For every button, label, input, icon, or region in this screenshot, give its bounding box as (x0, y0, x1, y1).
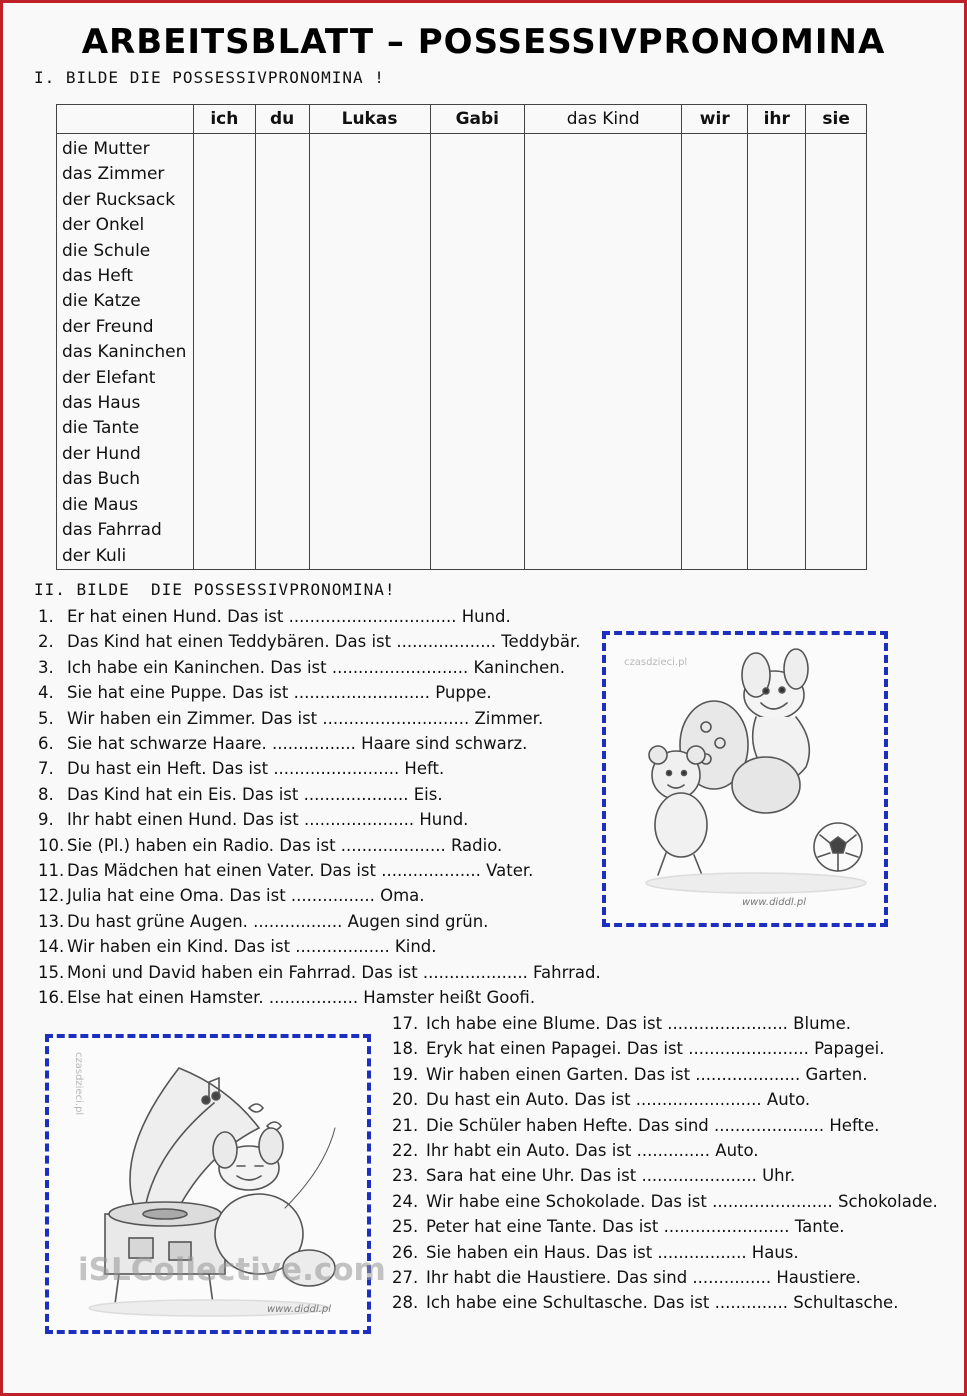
answer-cell[interactable] (430, 134, 525, 570)
answer-cell[interactable] (806, 134, 867, 570)
sentence-text: Moni und David haben ein Fahrrad. Das ist .................... Fahrrad. (67, 962, 601, 982)
sentence-item (38, 858, 601, 883)
sentence-text: Ihr habt ein Auto. Das ist .............. Auto. (426, 1141, 759, 1161)
sentence-text: Die Schüler haben Hefte. Das sind ..................... Hefte. (426, 1115, 880, 1135)
sentence-item (392, 1265, 938, 1290)
sentence-number: 20. (392, 1090, 419, 1110)
noun-item: der Kuli (62, 545, 127, 566)
sentence-number: 18. (392, 1039, 419, 1059)
illustration-box-2 (45, 1034, 371, 1334)
noun-item: die Katze (62, 291, 141, 312)
noun-item: das Zimmer (62, 164, 165, 185)
sentence-item (392, 1214, 938, 1239)
sentence-item (392, 1138, 938, 1163)
noun-item: das Fahrrad (62, 520, 162, 541)
section-2-heading: II. BILDE DIE POSSESSIVPRONOMINA! (34, 580, 396, 599)
table-body-row (57, 134, 867, 570)
sentence-text: Das Mädchen hat einen Vater. Das ist ................... Vater. (67, 861, 534, 881)
sentence-item (38, 604, 601, 629)
sentence-number: 3. (38, 657, 54, 677)
sentence-text: Ich habe eine Schultasche. Das ist .............. Schultasche. (426, 1293, 899, 1313)
sentence-item (392, 1062, 938, 1087)
sentence-number: 5. (38, 708, 54, 728)
sentence-item (392, 1240, 938, 1265)
sentence-text: Das Kind hat ein Eis. Das ist .................... Eis. (67, 784, 443, 804)
sentence-text: Sara hat eine Uhr. Das ist ...................... Uhr. (426, 1166, 796, 1186)
sentence-number: 27. (392, 1268, 419, 1288)
sentence-text: Ihr habt einen Hund. Das ist ..................... Hund. (67, 810, 469, 830)
sentence-text: Ich habe eine Blume. Das ist ....................... Blume. (426, 1014, 852, 1033)
sentence-text: Sie hat schwarze Haare. ................ Haare sind schwarz. (67, 734, 528, 754)
noun-item: die Maus (62, 494, 139, 515)
sentence-text: Du hast ein Heft. Das ist ........................ Heft. (67, 759, 445, 779)
noun-item: die Tante (62, 418, 140, 439)
sentence-item (38, 655, 601, 680)
sentence-list-1 (38, 604, 601, 1011)
sentence-text: Du hast ein Auto. Das ist ........................ Auto. (426, 1090, 811, 1110)
sentence-text: Else hat einen Hamster. ................. Hamster heißt Goofi. (67, 988, 536, 1008)
sentence-number: 9. (38, 810, 54, 830)
sentence-number: 21. (392, 1115, 419, 1135)
sentence-number: 10. (38, 835, 65, 855)
sentence-number: 4. (38, 683, 54, 703)
sentence-number: 17. (392, 1014, 419, 1033)
sentence-item (392, 1113, 938, 1138)
column-header: sie (806, 105, 867, 134)
sentence-item (38, 629, 601, 654)
sentence-text: Wir haben ein Zimmer. Das ist ............................ Zimmer. (67, 708, 544, 728)
noun-list-cell (57, 134, 194, 570)
sentence-text: Ich habe ein Kaninchen. Das ist .......................... Kaninchen. (67, 657, 565, 677)
sentence-number: 11. (38, 861, 65, 881)
sentence-text: Sie (Pl.) haben ein Radio. Das ist .................... Radio. (67, 835, 503, 855)
site-mark: czasdzieci.pl (73, 1052, 84, 1116)
sentence-item (392, 1011, 938, 1036)
noun-item: der Freund (62, 316, 154, 337)
sentence-number: 13. (38, 911, 65, 931)
sentence-text: Wir haben ein Kind. Das ist .................. Kind. (67, 937, 437, 957)
image-credit: www.diddl.pl (742, 897, 806, 908)
sentence-number: 24. (392, 1191, 419, 1211)
noun-item: der Hund (62, 443, 141, 464)
noun-item: der Rucksack (62, 189, 176, 210)
answer-cell[interactable] (194, 134, 256, 570)
noun-item: die Mutter (62, 139, 150, 159)
sentence-item (392, 1189, 938, 1214)
column-header: wir (682, 105, 748, 134)
sentence-item (392, 1036, 938, 1061)
noun-item: das Buch (62, 469, 141, 490)
sentence-item (392, 1087, 938, 1112)
sentence-item (38, 883, 601, 908)
noun-item: das Haus (62, 393, 141, 414)
sentence-item (38, 731, 601, 756)
sentence-number: 15. (38, 962, 65, 982)
sentence-item (392, 1290, 938, 1315)
sentence-text: Eryk hat einen Papagei. Das ist ....................... Papagei. (426, 1039, 885, 1059)
sentence-item (38, 960, 601, 985)
sentence-item (38, 833, 601, 858)
noun-item: das Heft (62, 266, 134, 287)
sentence-number: 26. (392, 1242, 419, 1262)
table-corner-cell (57, 105, 194, 134)
sentence-item (392, 1163, 938, 1188)
noun-item: das Kaninchen (62, 342, 187, 363)
pronoun-table (56, 104, 867, 570)
answer-cell[interactable] (309, 134, 430, 570)
column-header: du (255, 105, 309, 134)
answer-cell[interactable] (255, 134, 309, 570)
column-header: Gabi (430, 105, 525, 134)
sentence-number: 8. (38, 784, 54, 804)
sentence-number: 19. (392, 1064, 419, 1084)
image-credit: www.diddl.pl (267, 1304, 331, 1315)
sentence-number: 25. (392, 1217, 419, 1237)
sentence-text: Ihr habt die Haustiere. Das sind ............... Haustiere. (426, 1268, 861, 1288)
worksheet-title: ARBEITSBLATT – POSSESSIVPRONOMINA (81, 22, 886, 62)
mouse-teddy-football-illustration (606, 635, 884, 923)
sentence-item (38, 934, 601, 959)
column-header: Lukas (309, 105, 430, 134)
noun-item: die Schule (62, 240, 151, 261)
answer-cell[interactable] (748, 134, 806, 570)
column-header: das Kind (525, 105, 682, 134)
site-mark: czasdzieci.pl (624, 657, 688, 668)
sentence-text: Sie haben ein Haus. Das ist ................. Haus. (426, 1242, 799, 1262)
noun-item: der Elefant (62, 367, 156, 388)
sentence-text: Wir habe eine Schokolade. Das ist ....................... Schokolade. (426, 1191, 938, 1211)
sentence-item (38, 985, 601, 1010)
sentence-text: Sie hat eine Puppe. Das ist .......................... Puppe. (67, 683, 492, 703)
noun-item: der Onkel (62, 215, 145, 236)
answer-cell[interactable] (525, 134, 682, 570)
sentence-number: 12. (38, 886, 65, 906)
column-header: ihr (748, 105, 806, 134)
watermark-logo: iSLCollective.com (78, 1252, 386, 1288)
sentence-number: 7. (38, 759, 54, 779)
sentence-text: Wir haben einen Garten. Das ist .................... Garten. (426, 1064, 868, 1084)
sentence-item (38, 782, 601, 807)
sentence-item (38, 706, 601, 731)
sentence-number: 22. (392, 1141, 419, 1161)
illustration-box-1 (602, 631, 888, 927)
section-1-heading: I. BILDE DIE POSSESSIVPRONOMINA ! (34, 68, 385, 87)
sentence-item (38, 680, 601, 705)
answer-cell[interactable] (682, 134, 748, 570)
sentence-number: 14. (38, 937, 65, 957)
sentence-item (38, 909, 601, 934)
sentence-text: Du hast grüne Augen. ................. Augen sind grün. (67, 911, 489, 931)
sentence-number: 1. (38, 607, 54, 626)
sentence-text: Er hat einen Hund. Das ist ................................ Hund. (67, 607, 511, 626)
sentence-number: 6. (38, 734, 54, 754)
table-header-row (57, 105, 867, 134)
sentence-text: Peter hat eine Tante. Das ist ........................ Tante. (426, 1217, 845, 1237)
sentence-item (38, 807, 601, 832)
sentence-text: Das Kind hat einen Teddybären. Das ist ................... Teddybär. (67, 632, 581, 652)
sentence-number: 28. (392, 1293, 419, 1313)
sentence-item (38, 756, 601, 781)
sentence-number: 2. (38, 632, 54, 652)
sentence-list-2 (392, 1011, 938, 1316)
sentence-number: 23. (392, 1166, 419, 1186)
column-header: ich (194, 105, 256, 134)
sentence-number: 16. (38, 988, 65, 1008)
sentence-text: Julia hat eine Oma. Das ist ................ Oma. (67, 886, 425, 906)
